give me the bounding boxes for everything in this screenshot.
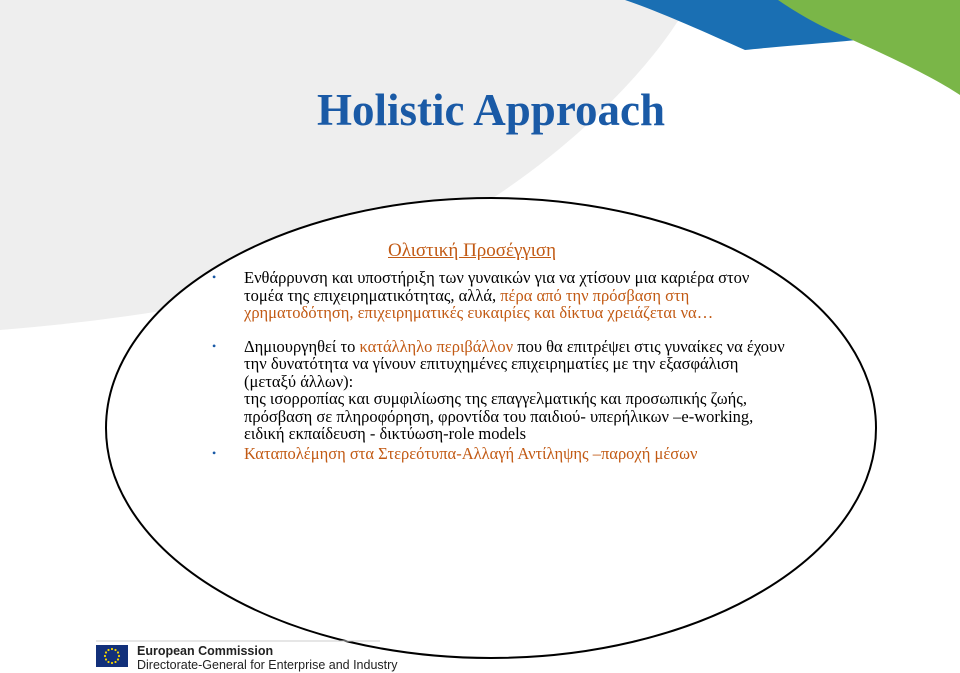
bullet2-text-end: που θα επιτρέψει στις γυναίκες να έχουν την δυνατότητα να γίνουν επιτυχημένες επιχειρηματίες με την εξασφάλιση (μεταξύ άλλων):	[244, 336, 785, 391]
eu-flag-icon	[96, 645, 128, 667]
bullet-dot-icon: •	[212, 270, 217, 284]
bullet2-highlight: κατάλληλο περιβάλλον	[359, 336, 514, 356]
bullet-item-1	[208, 269, 788, 322]
footer-dept: Directorate-General for Enterprise and Industry	[137, 658, 398, 672]
bullet-dot-icon: •	[212, 338, 217, 353]
footer-brand	[137, 644, 398, 672]
bullet-dot-icon: •	[212, 445, 217, 460]
bullet-item-3	[208, 445, 788, 463]
bullet1-highlight: πέρα από την πρόσβαση στη χρηματοδότηση, επιχειρηματικές ευκαιρίες και δίκτυα χρειάζεται να…	[244, 285, 714, 322]
bullet1-text: Ενθάρρυνση και υποστήριξη των γυναικών για να χτίσουν μια καριέρα στον τομέα της επιχειρηματικότητας, αλλά,	[244, 268, 750, 305]
bullet-list	[208, 269, 788, 462]
footer-org: European Commission	[137, 644, 274, 658]
bullet2-line-a: της ισορροπίας και συμφιλίωσης της επαγγελματικής και προσωπικής ζωής,	[244, 389, 747, 408]
slide-title: Holistic Approach	[317, 85, 665, 135]
slide-subtitle: Ολιστική Προσέγγιση	[388, 240, 557, 261]
bullet2-line-b: πρόσβαση σε πληροφόρηση, φροντίδα του παιδιού- υπερήλικων –e-working, ειδική εκπαίδευση - δικτύωση-role models	[244, 406, 754, 443]
bullet2-text-start: Δημιουργηθεί το	[244, 336, 360, 356]
bullet-item-2	[208, 338, 788, 443]
bullet3-text: Καταπολέμηση στα Στερεότυπα-Αλλαγή Αντίληψης –παροχή μέσων	[244, 443, 698, 463]
